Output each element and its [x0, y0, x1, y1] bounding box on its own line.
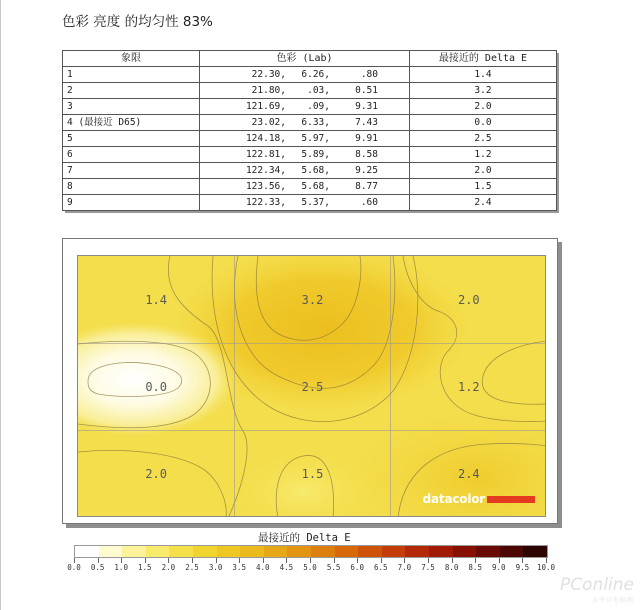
legend-tick-label: 5.5: [326, 563, 341, 572]
lab-a-value: 5.89,: [301, 149, 330, 160]
legend-title: 最接近的 Delta E: [258, 532, 351, 544]
quadrant-cell: 5: [63, 131, 200, 147]
lab-table: [62, 50, 557, 211]
lab-a-value: 5.97,: [301, 133, 330, 144]
legend-swatch: [335, 546, 359, 557]
region-value-label: 1.5: [301, 467, 324, 482]
uniformity-heatmap: [77, 255, 546, 517]
delta-e-cell: 2.4: [410, 195, 557, 211]
quadrant-cell: 6: [63, 147, 200, 163]
lab-l-value: 124.18,: [245, 133, 286, 144]
legend-tick-label: 6.0: [350, 563, 364, 572]
lab-cell: [200, 179, 410, 195]
table-row: [63, 147, 557, 163]
legend-swatch: [217, 546, 241, 557]
lab-a-value: .09,: [307, 101, 330, 112]
legend-swatch: [240, 546, 264, 557]
header-quadrant: 象限: [63, 51, 200, 67]
delta-e-cell: 1.2: [410, 147, 557, 163]
legend-swatch: [405, 546, 429, 557]
legend-swatch: [193, 546, 217, 557]
legend-tick-label: 9.0: [492, 563, 506, 572]
legend-tick-label: 2.5: [185, 563, 199, 572]
lab-l-value: 23.02,: [251, 117, 286, 128]
region-value-label: 3.2: [301, 292, 324, 307]
lab-cell: [200, 99, 410, 115]
lab-a-value: .03,: [307, 85, 330, 96]
legend-swatch: [476, 546, 500, 557]
region-value-label: 1.2: [457, 380, 480, 394]
lab-table-container: [62, 50, 556, 210]
lab-a-value: 5.68,: [301, 181, 330, 192]
table-row: [63, 195, 557, 211]
legend-tick-label: 3.5: [232, 563, 246, 572]
lab-l-value: 122.81,: [245, 149, 286, 160]
legend-colorbar: [74, 545, 548, 558]
legend-swatch: [169, 546, 193, 557]
legend-swatch: [500, 546, 524, 557]
lab-cell: [200, 115, 410, 131]
legend-tick-label: 1.0: [114, 563, 128, 572]
quadrant-cell: 7: [63, 163, 200, 179]
table-row: [63, 131, 557, 147]
quadrant-cell: 9: [63, 195, 200, 211]
grid-line-h2: [78, 430, 546, 431]
lab-cell: [200, 163, 410, 179]
watermark-text: PConline: [560, 575, 634, 595]
quadrant-cell: 1: [63, 67, 200, 83]
legend-tick-label: 5.0: [303, 563, 317, 572]
legend-tick-label: 2.0: [161, 563, 176, 572]
delta-e-cell: 1.4: [410, 67, 557, 83]
grid-line-v2: [390, 256, 391, 517]
watermark-subtext: 太平洋电脑网: [591, 597, 634, 604]
table-row: [63, 67, 557, 83]
legend-tick-label: 8.0: [444, 563, 459, 572]
lab-cell: [200, 67, 410, 83]
lab-l-value: 22.30,: [251, 69, 286, 80]
legend-swatch: [264, 546, 288, 557]
table-row: [63, 99, 557, 115]
legend-tick-label: 8.5: [468, 563, 482, 572]
region-value-label: 2.4: [457, 467, 480, 482]
delta-e-cell: 2.0: [410, 99, 557, 115]
quadrant-cell: 3: [63, 99, 200, 115]
region-value-label: 0.0: [145, 380, 167, 394]
table-header-row: [63, 51, 557, 67]
legend-tick-label: 4.5: [279, 563, 294, 572]
legend-swatch: [523, 546, 547, 557]
lab-a-value: 6.26,: [301, 69, 330, 80]
lab-cell: [200, 83, 410, 99]
brand-accent-bar: [487, 496, 535, 503]
datacolor-logo: [423, 492, 535, 506]
lab-b-value: 8.77: [355, 181, 378, 192]
page-edge-line: [0, 0, 1, 610]
legend-swatch: [382, 546, 406, 557]
lab-cell: [200, 195, 410, 211]
lab-a-value: 5.37,: [301, 197, 330, 208]
delta-e-cell: 2.5: [410, 131, 557, 147]
lab-cell: [200, 147, 410, 163]
lab-a-value: 5.68,: [301, 165, 330, 176]
lab-l-value: 121.69,: [245, 101, 286, 112]
legend-swatch: [75, 546, 99, 557]
table-row: [63, 83, 557, 99]
quadrant-cell: 2: [63, 83, 200, 99]
region-value-label: 2.5: [301, 380, 324, 394]
table-row: [63, 163, 557, 179]
legend-tick-label: 7.5: [421, 563, 435, 572]
lab-b-value: 0.51: [355, 85, 378, 96]
legend-swatch: [99, 546, 123, 557]
lab-a-value: 6.33,: [301, 117, 330, 128]
delta-e-cell: 1.5: [410, 179, 557, 195]
lab-b-value: 9.31: [355, 101, 378, 112]
grid-line-v1: [234, 256, 235, 517]
grid-line-h1: [78, 343, 546, 344]
lab-b-value: 8.58: [355, 149, 378, 160]
lab-l-value: 122.33,: [245, 197, 286, 208]
legend-tick-label: 0.0: [67, 563, 81, 572]
quadrant-cell: 4 (最接近 D65): [63, 115, 200, 131]
header-lab: 色彩 (Lab): [200, 51, 410, 67]
legend-tick-label: 1.5: [138, 563, 152, 572]
legend-tick-label: 3.0: [208, 563, 223, 572]
brand-text: datacolor: [422, 492, 485, 506]
legend-tick-label: 9.5: [515, 563, 530, 572]
legend-swatch: [287, 546, 311, 557]
table-row: [63, 179, 557, 195]
legend-tick-label: 6.5: [374, 563, 388, 572]
lab-l-value: 21.80,: [251, 85, 286, 96]
region-value-label: 2.0: [145, 467, 167, 482]
legend-swatch: [429, 546, 453, 557]
lab-b-value: 9.25: [355, 165, 378, 176]
lab-cell: [200, 131, 410, 147]
lab-b-value: .80: [360, 69, 378, 80]
legend-swatch: [122, 546, 146, 557]
pconline-watermark: [560, 575, 634, 604]
quadrant-cell: 8: [63, 179, 200, 195]
region-value-label: 2.0: [457, 292, 480, 307]
legend-tick-label: 10.0: [536, 563, 556, 572]
delta-e-cell: 2.0: [410, 163, 557, 179]
lab-l-value: 123.56,: [245, 181, 286, 192]
lab-l-value: 122.34,: [245, 165, 286, 176]
legend-tick-label: 4.0: [256, 563, 270, 572]
uniformity-plot-frame: [62, 238, 558, 524]
header-delta-e: 最接近的 Delta E: [410, 51, 557, 67]
table-row: [63, 115, 557, 131]
lab-b-value: .60: [360, 197, 378, 208]
page-title: 色彩 亮度 的均匀性 83%: [62, 14, 213, 30]
lab-b-value: 9.91: [355, 133, 378, 144]
legend-swatch: [453, 546, 477, 557]
delta-e-cell: 0.0: [410, 115, 557, 131]
region-value-label: 1.4: [145, 292, 167, 307]
legend-swatch: [358, 546, 382, 557]
lab-b-value: 7.43: [355, 117, 378, 128]
legend-swatch: [146, 546, 170, 557]
legend-tick-label: 0.5: [90, 563, 105, 572]
delta-e-cell: 3.2: [410, 83, 557, 99]
legend-swatch: [311, 546, 335, 557]
legend-tick-label: 7.0: [397, 563, 412, 572]
